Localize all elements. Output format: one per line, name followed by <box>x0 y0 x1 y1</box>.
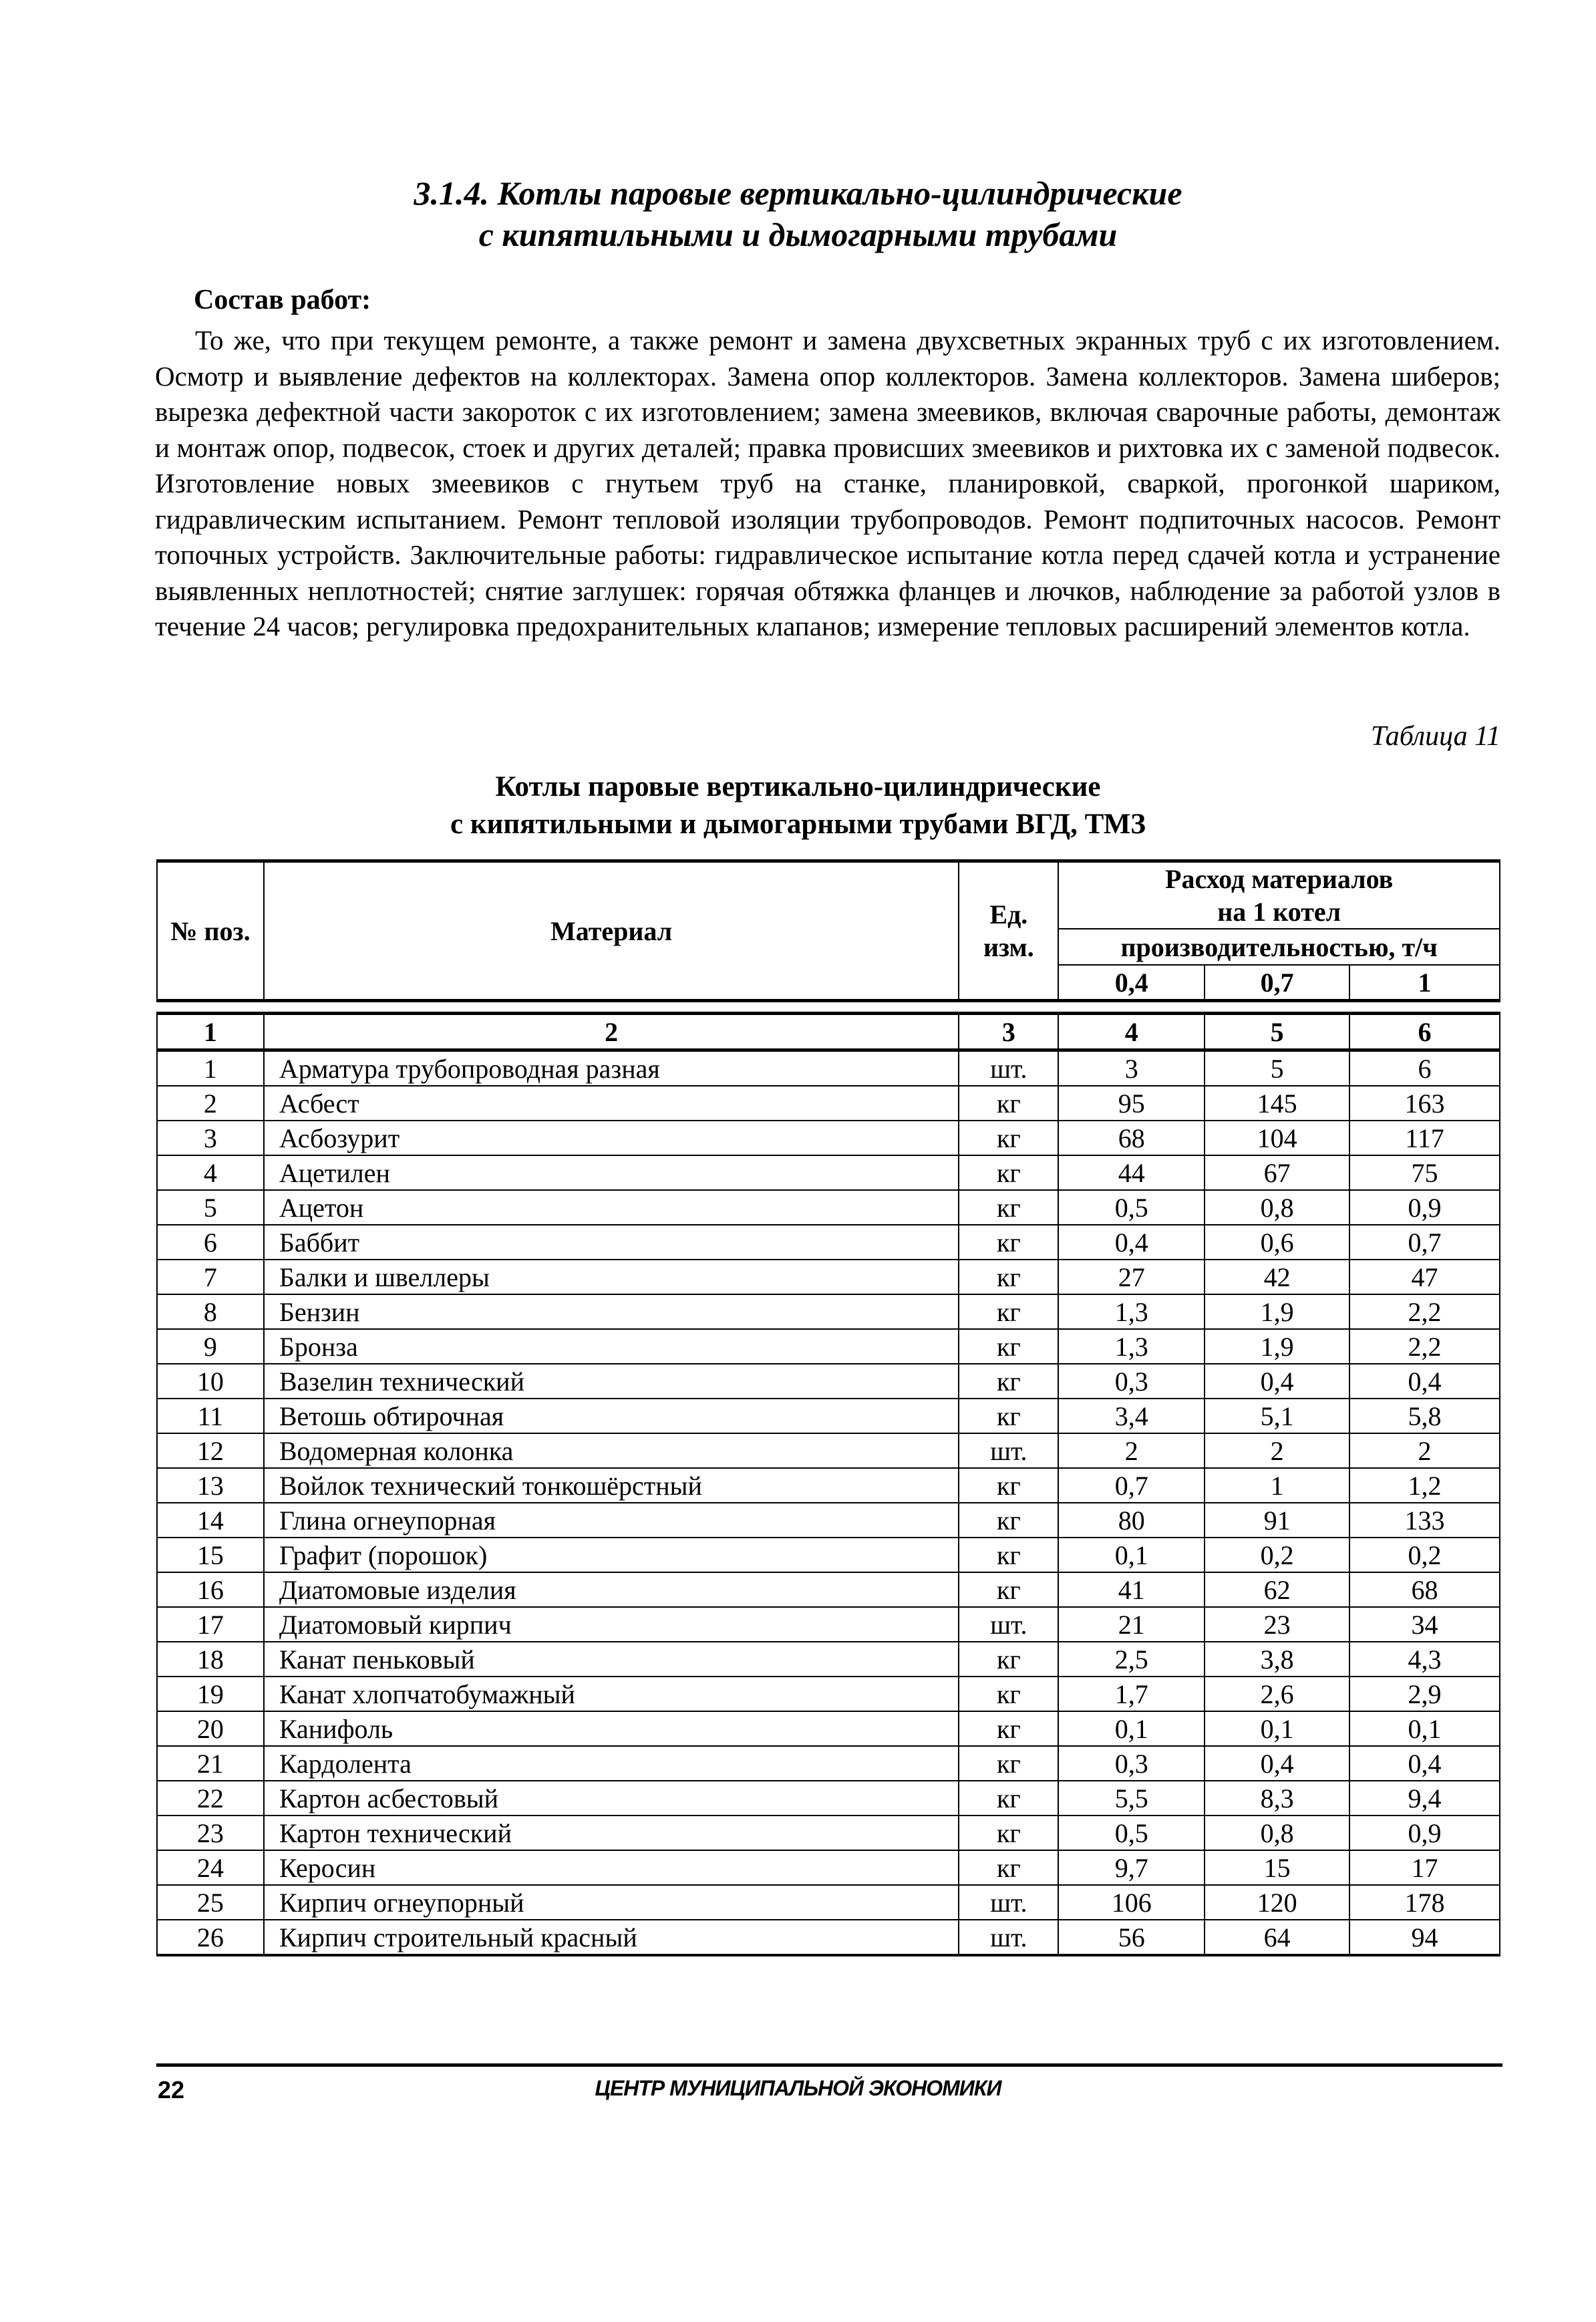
section-title <box>0 172 1596 255</box>
row-material: Балки и швеллеры <box>264 1260 959 1294</box>
row-pos: 1 <box>157 1050 264 1086</box>
row-value-1: 5,8 <box>1349 1399 1500 1433</box>
row-value-0-4: 5,5 <box>1058 1781 1205 1816</box>
row-pos: 20 <box>157 1711 264 1746</box>
row-value-0-4: 44 <box>1058 1155 1205 1190</box>
row-value-0-4: 0,1 <box>1058 1538 1205 1572</box>
row-unit: кг <box>959 1155 1058 1190</box>
row-value-1: 4,3 <box>1349 1642 1500 1677</box>
row-value-0-7: 0,2 <box>1205 1538 1349 1572</box>
row-value-0-7: 3,8 <box>1205 1642 1349 1677</box>
row-value-1: 75 <box>1349 1155 1500 1190</box>
header-capacity-1: 1 <box>1349 965 1500 1001</box>
row-unit: кг <box>959 1781 1058 1816</box>
row-unit: кг <box>959 1677 1058 1711</box>
table-row <box>157 1260 1500 1294</box>
row-value-0-7: 0,6 <box>1205 1225 1349 1260</box>
footer-rule <box>156 2063 1502 2067</box>
table-row <box>157 1816 1500 1850</box>
row-value-0-7: 1,9 <box>1205 1294 1349 1329</box>
header-pos: № поз. <box>157 861 264 1001</box>
row-value-0-7: 23 <box>1205 1607 1349 1642</box>
row-material: Ацетон <box>264 1190 959 1225</box>
row-unit: шт. <box>959 1885 1058 1920</box>
row-value-0-4: 106 <box>1058 1885 1205 1920</box>
row-unit: кг <box>959 1329 1058 1364</box>
row-value-0-4: 1,3 <box>1058 1329 1205 1364</box>
table-row <box>157 1642 1500 1677</box>
row-value-0-4: 41 <box>1058 1572 1205 1607</box>
row-pos: 12 <box>157 1433 264 1468</box>
table-caption-line-1: Котлы паровые вертикально-цилиндрические <box>495 771 1101 803</box>
column-number: 4 <box>1058 1014 1205 1050</box>
row-unit: кг <box>959 1294 1058 1329</box>
section-title-line-1: 3.1.4. Котлы паровые вертикально-цилиндрические <box>414 174 1182 212</box>
work-composition-text: То же, что при текущем ремонте, а также ремонт и замена двухсветных экранных труб с их изготовлением. Осмотр и выявление дефектов на коллекторах. Замена опор коллекторов. Замена коллекторов. Замена шиберов; вырезка дефектной части закороток с их изготовлением; замена змеевиков, включая сварочные работы, демонтаж и монтаж опор, подвесок, стоек и других деталей; правка провисших змеевиков и рихтовка их с заменой подвесок. Изготовление новых змеевиков с гнутьем труб на станке, планировкой, сваркой, прогонкой шариком, гидравлическим испытанием. Ремонт тепловой изоляции трубопроводов. Ремонт подпиточных насосов. Ремонт топочных устройств. Заключительные работы: гидравлическое испытание котла перед сдачей котла и устранение выявленных неплотностей; снятие заглушек: горячая обтяжка фланцев и лючков, наблюдение за работой узлов в течение 24 часов; регулировка предохранительных клапанов; измерение тепловых расширений элементов котла. <box>155 325 1500 641</box>
row-value-0-7: 64 <box>1205 1920 1349 1955</box>
row-pos: 13 <box>157 1468 264 1503</box>
row-value-0-4: 80 <box>1058 1503 1205 1538</box>
column-numbers-row <box>157 1014 1500 1050</box>
row-value-1: 2,2 <box>1349 1294 1500 1329</box>
row-value-1: 2,9 <box>1349 1677 1500 1711</box>
row-pos: 9 <box>157 1329 264 1364</box>
row-material: Канифоль <box>264 1711 959 1746</box>
row-value-0-7: 5,1 <box>1205 1399 1349 1433</box>
row-value-0-4: 1,7 <box>1058 1677 1205 1711</box>
row-value-0-7: 0,4 <box>1205 1746 1349 1781</box>
column-number: 2 <box>264 1014 959 1050</box>
table-row <box>157 1920 1500 1955</box>
table-row <box>157 1294 1500 1329</box>
row-value-1: 0,9 <box>1349 1816 1500 1850</box>
row-pos: 10 <box>157 1364 264 1399</box>
row-value-1: 2 <box>1349 1433 1500 1468</box>
header-capacity: производительностью, т/ч <box>1058 929 1500 965</box>
row-material: Кирпич огнеупорный <box>264 1885 959 1920</box>
row-pos: 19 <box>157 1677 264 1711</box>
row-unit: кг <box>959 1642 1058 1677</box>
table-row <box>157 1850 1500 1885</box>
row-unit: шт. <box>959 1433 1058 1468</box>
row-value-0-7: 1,9 <box>1205 1329 1349 1364</box>
row-value-0-4: 2,5 <box>1058 1642 1205 1677</box>
row-unit: кг <box>959 1260 1058 1294</box>
row-value-0-7: 5 <box>1205 1050 1349 1086</box>
row-value-1: 0,4 <box>1349 1746 1500 1781</box>
table-row <box>157 1781 1500 1816</box>
row-unit: кг <box>959 1711 1058 1746</box>
row-material: Ветошь обтирочная <box>264 1399 959 1433</box>
table-row <box>157 1538 1500 1572</box>
row-pos: 3 <box>157 1121 264 1155</box>
row-value-0-7: 0,4 <box>1205 1364 1349 1399</box>
row-value-0-4: 0,4 <box>1058 1225 1205 1260</box>
row-value-0-4: 56 <box>1058 1920 1205 1955</box>
table-row <box>157 1050 1500 1086</box>
row-value-1: 94 <box>1349 1920 1500 1955</box>
row-value-0-4: 2 <box>1058 1433 1205 1468</box>
row-value-0-4: 0,5 <box>1058 1816 1205 1850</box>
row-value-1: 2,2 <box>1349 1329 1500 1364</box>
row-pos: 11 <box>157 1399 264 1433</box>
row-unit: кг <box>959 1816 1058 1850</box>
row-value-0-4: 21 <box>1058 1607 1205 1642</box>
table-row <box>157 1225 1500 1260</box>
table-row <box>157 1086 1500 1121</box>
column-number: 5 <box>1205 1014 1349 1050</box>
row-material: Водомерная колонка <box>264 1433 959 1468</box>
row-material: Вазелин технический <box>264 1364 959 1399</box>
table-row <box>157 1885 1500 1920</box>
row-value-0-4: 1,3 <box>1058 1294 1205 1329</box>
page-number: 22 <box>158 2076 185 2103</box>
row-value-1: 0,2 <box>1349 1538 1500 1572</box>
row-value-1: 163 <box>1349 1086 1500 1121</box>
row-value-0-4: 0,1 <box>1058 1711 1205 1746</box>
row-value-1: 47 <box>1349 1260 1500 1294</box>
header-separator <box>157 1001 1500 1014</box>
row-pos: 21 <box>157 1746 264 1781</box>
row-value-0-7: 0,1 <box>1205 1711 1349 1746</box>
table-row <box>157 1572 1500 1607</box>
row-material: Картон асбестовый <box>264 1781 959 1816</box>
row-value-0-7: 0,8 <box>1205 1816 1349 1850</box>
row-value-1: 133 <box>1349 1503 1500 1538</box>
row-material: Канат хлопчатобумажный <box>264 1677 959 1711</box>
row-unit: шт. <box>959 1920 1058 1955</box>
row-value-1: 9,4 <box>1349 1781 1500 1816</box>
row-value-0-7: 1 <box>1205 1468 1349 1503</box>
row-value-0-4: 3 <box>1058 1050 1205 1086</box>
row-unit: шт. <box>959 1607 1058 1642</box>
row-pos: 15 <box>157 1538 264 1572</box>
row-pos: 22 <box>157 1781 264 1816</box>
row-value-0-4: 95 <box>1058 1086 1205 1121</box>
table-row <box>157 1503 1500 1538</box>
row-material: Глина огнеупорная <box>264 1503 959 1538</box>
table-row <box>157 1399 1500 1433</box>
row-pos: 7 <box>157 1260 264 1294</box>
publisher-name: ЦЕНТР МУНИЦИПАЛЬНОЙ ЭКОНОМИКИ <box>595 2076 1001 2100</box>
row-pos: 17 <box>157 1607 264 1642</box>
row-unit: кг <box>959 1121 1058 1155</box>
row-pos: 18 <box>157 1642 264 1677</box>
row-material: Картон технический <box>264 1816 959 1850</box>
row-value-0-4: 0,3 <box>1058 1746 1205 1781</box>
row-value-0-4: 0,3 <box>1058 1364 1205 1399</box>
row-pos: 6 <box>157 1225 264 1260</box>
row-value-1: 6 <box>1349 1050 1500 1086</box>
row-pos: 14 <box>157 1503 264 1538</box>
row-value-1: 0,9 <box>1349 1190 1500 1225</box>
table-caption <box>0 768 1596 843</box>
row-value-0-7: 91 <box>1205 1503 1349 1538</box>
row-value-1: 68 <box>1349 1572 1500 1607</box>
table-row <box>157 1677 1500 1711</box>
row-value-0-7: 0,8 <box>1205 1190 1349 1225</box>
row-value-1: 178 <box>1349 1885 1500 1920</box>
row-pos: 24 <box>157 1850 264 1885</box>
row-value-1: 0,1 <box>1349 1711 1500 1746</box>
table-row <box>157 1121 1500 1155</box>
row-value-1: 0,4 <box>1349 1364 1500 1399</box>
row-pos: 4 <box>157 1155 264 1190</box>
table-row <box>157 1364 1500 1399</box>
row-material: Графит (порошок) <box>264 1538 959 1572</box>
row-pos: 8 <box>157 1294 264 1329</box>
row-material: Бронза <box>264 1329 959 1364</box>
row-value-0-7: 2,6 <box>1205 1677 1349 1711</box>
header-capacity-0-7: 0,7 <box>1205 965 1349 1001</box>
row-unit: кг <box>959 1225 1058 1260</box>
row-value-0-7: 2 <box>1205 1433 1349 1468</box>
row-unit: кг <box>959 1086 1058 1121</box>
row-value-0-4: 27 <box>1058 1260 1205 1294</box>
materials-table <box>156 859 1500 1956</box>
row-value-0-4: 3,4 <box>1058 1399 1205 1433</box>
header-unit: Ед. изм. <box>959 861 1058 1001</box>
row-material: Керосин <box>264 1850 959 1885</box>
row-material: Ацетилен <box>264 1155 959 1190</box>
row-pos: 5 <box>157 1190 264 1225</box>
table-row <box>157 1190 1500 1225</box>
row-pos: 2 <box>157 1086 264 1121</box>
row-material: Кирпич строительный красный <box>264 1920 959 1955</box>
table-row <box>157 1607 1500 1642</box>
row-value-0-4: 0,5 <box>1058 1190 1205 1225</box>
row-value-0-7: 120 <box>1205 1885 1349 1920</box>
row-value-0-7: 15 <box>1205 1850 1349 1885</box>
column-number: 6 <box>1349 1014 1500 1050</box>
table-row <box>157 1155 1500 1190</box>
row-material: Кардолента <box>264 1746 959 1781</box>
row-unit: кг <box>959 1538 1058 1572</box>
row-material: Канат пеньковый <box>264 1642 959 1677</box>
row-material: Асбозурит <box>264 1121 959 1155</box>
row-pos: 16 <box>157 1572 264 1607</box>
header-material: Материал <box>264 861 959 1001</box>
row-material: Баббит <box>264 1225 959 1260</box>
column-number: 1 <box>157 1014 264 1050</box>
row-unit: кг <box>959 1746 1058 1781</box>
row-material: Бензин <box>264 1294 959 1329</box>
row-value-1: 34 <box>1349 1607 1500 1642</box>
row-value-0-4: 0,7 <box>1058 1468 1205 1503</box>
row-value-0-7: 145 <box>1205 1086 1349 1121</box>
row-value-1: 17 <box>1349 1850 1500 1885</box>
row-material: Диатомовые изделия <box>264 1572 959 1607</box>
header-capacity-0-4: 0,4 <box>1058 965 1205 1001</box>
row-material: Асбест <box>264 1086 959 1121</box>
row-pos: 25 <box>157 1885 264 1920</box>
row-unit: кг <box>959 1850 1058 1885</box>
table-number: Таблица 11 <box>1370 721 1500 752</box>
row-unit: кг <box>959 1190 1058 1225</box>
row-pos: 26 <box>157 1920 264 1955</box>
row-value-0-4: 68 <box>1058 1121 1205 1155</box>
row-material: Войлок технический тонкошёрстный <box>264 1468 959 1503</box>
row-unit: шт. <box>959 1050 1058 1086</box>
table-row <box>157 1329 1500 1364</box>
table-row <box>157 1711 1500 1746</box>
row-unit: кг <box>959 1468 1058 1503</box>
column-number: 3 <box>959 1014 1058 1050</box>
row-value-0-4: 9,7 <box>1058 1850 1205 1885</box>
row-pos: 23 <box>157 1816 264 1850</box>
section-title-line-2: с кипятильными и дымогарными трубами <box>478 216 1118 253</box>
row-value-1: 1,2 <box>1349 1468 1500 1503</box>
table-row <box>157 1433 1500 1468</box>
row-material: Арматура трубопроводная разная <box>264 1050 959 1086</box>
row-value-0-7: 104 <box>1205 1121 1349 1155</box>
table-row <box>157 1468 1500 1503</box>
row-unit: кг <box>959 1364 1058 1399</box>
row-unit: кг <box>959 1399 1058 1433</box>
table-caption-line-2: с кипятильными и дымогарными трубами ВГД, ТМЗ <box>450 809 1146 840</box>
row-value-0-7: 42 <box>1205 1260 1349 1294</box>
row-value-0-7: 67 <box>1205 1155 1349 1190</box>
row-value-1: 0,7 <box>1349 1225 1500 1260</box>
table-row <box>157 1746 1500 1781</box>
row-value-0-7: 62 <box>1205 1572 1349 1607</box>
header-consumption: Расход материалов на 1 котел <box>1058 861 1500 929</box>
row-unit: кг <box>959 1503 1058 1538</box>
row-material: Диатомовый кирпич <box>264 1607 959 1642</box>
work-composition-label: Состав работ: <box>194 285 371 315</box>
row-value-0-7: 8,3 <box>1205 1781 1349 1816</box>
row-value-1: 117 <box>1349 1121 1500 1155</box>
row-unit: кг <box>959 1572 1058 1607</box>
